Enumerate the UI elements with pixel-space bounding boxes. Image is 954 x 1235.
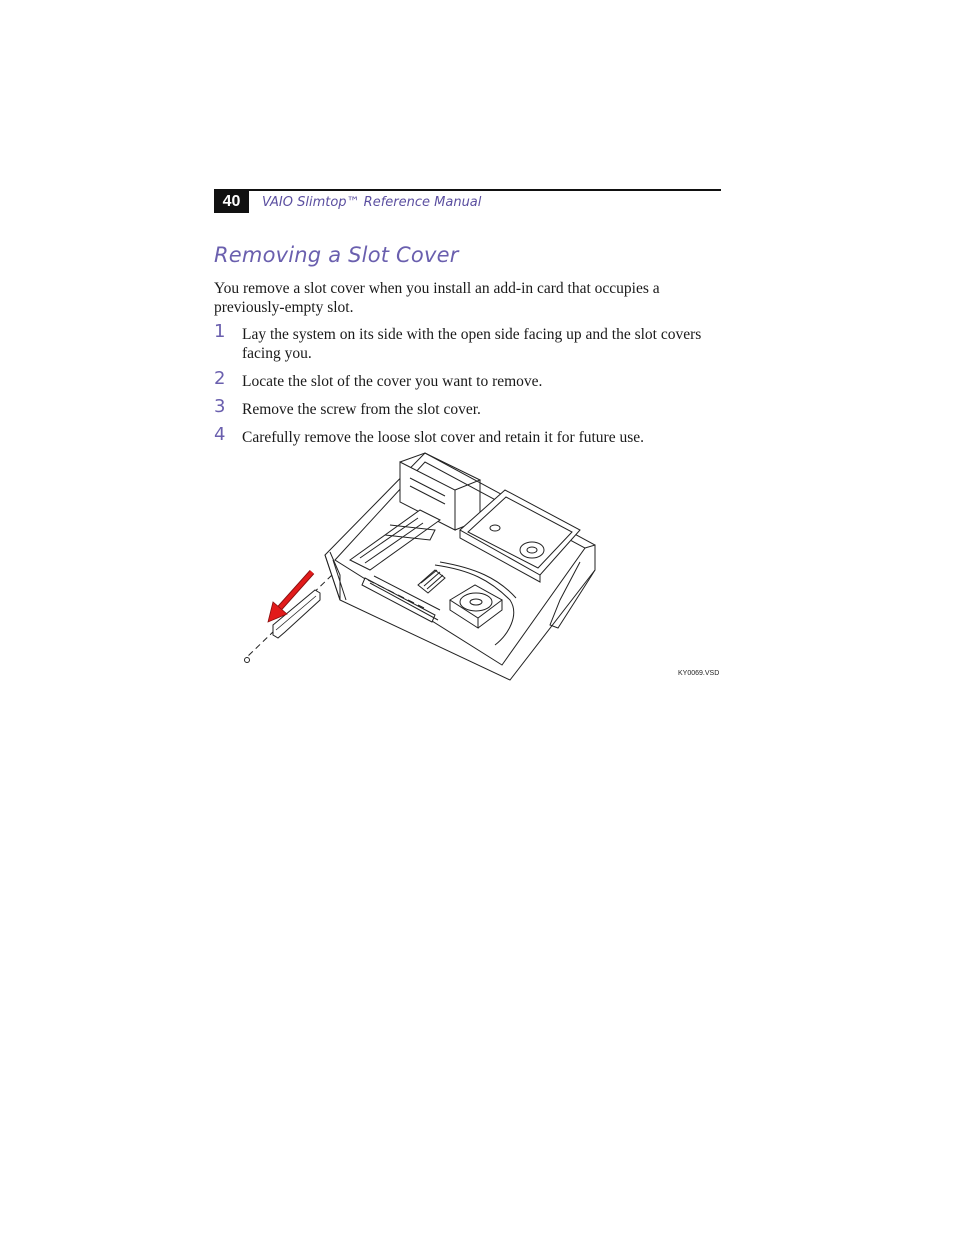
step-number: 4: [214, 424, 226, 445]
page-number: 40: [214, 189, 249, 213]
step-number: 2: [214, 368, 226, 389]
figure-caption: KY0069.VSD: [678, 670, 720, 677]
header-rule: [214, 189, 721, 191]
running-title: VAIO Slimtop™ Reference Manual: [262, 195, 482, 210]
step-text: Locate the slot of the cover you want to remove.: [242, 373, 543, 390]
step-number: 1: [214, 321, 226, 342]
intro-paragraph: You remove a slot cover when you install an add-in card that occupies a previously-empty slot.: [214, 280, 660, 316]
step-text: Carefully remove the loose slot cover and retain it for future use.: [242, 429, 645, 446]
step-text: Lay the system on its side with the open side facing up and the slot covers facing you.: [242, 326, 702, 362]
slot-cover-illustration: [240, 450, 720, 690]
step-number: 3: [214, 396, 226, 417]
step-text: Remove the screw from the slot cover.: [242, 401, 481, 418]
section-title: Removing a Slot Cover: [214, 243, 459, 267]
